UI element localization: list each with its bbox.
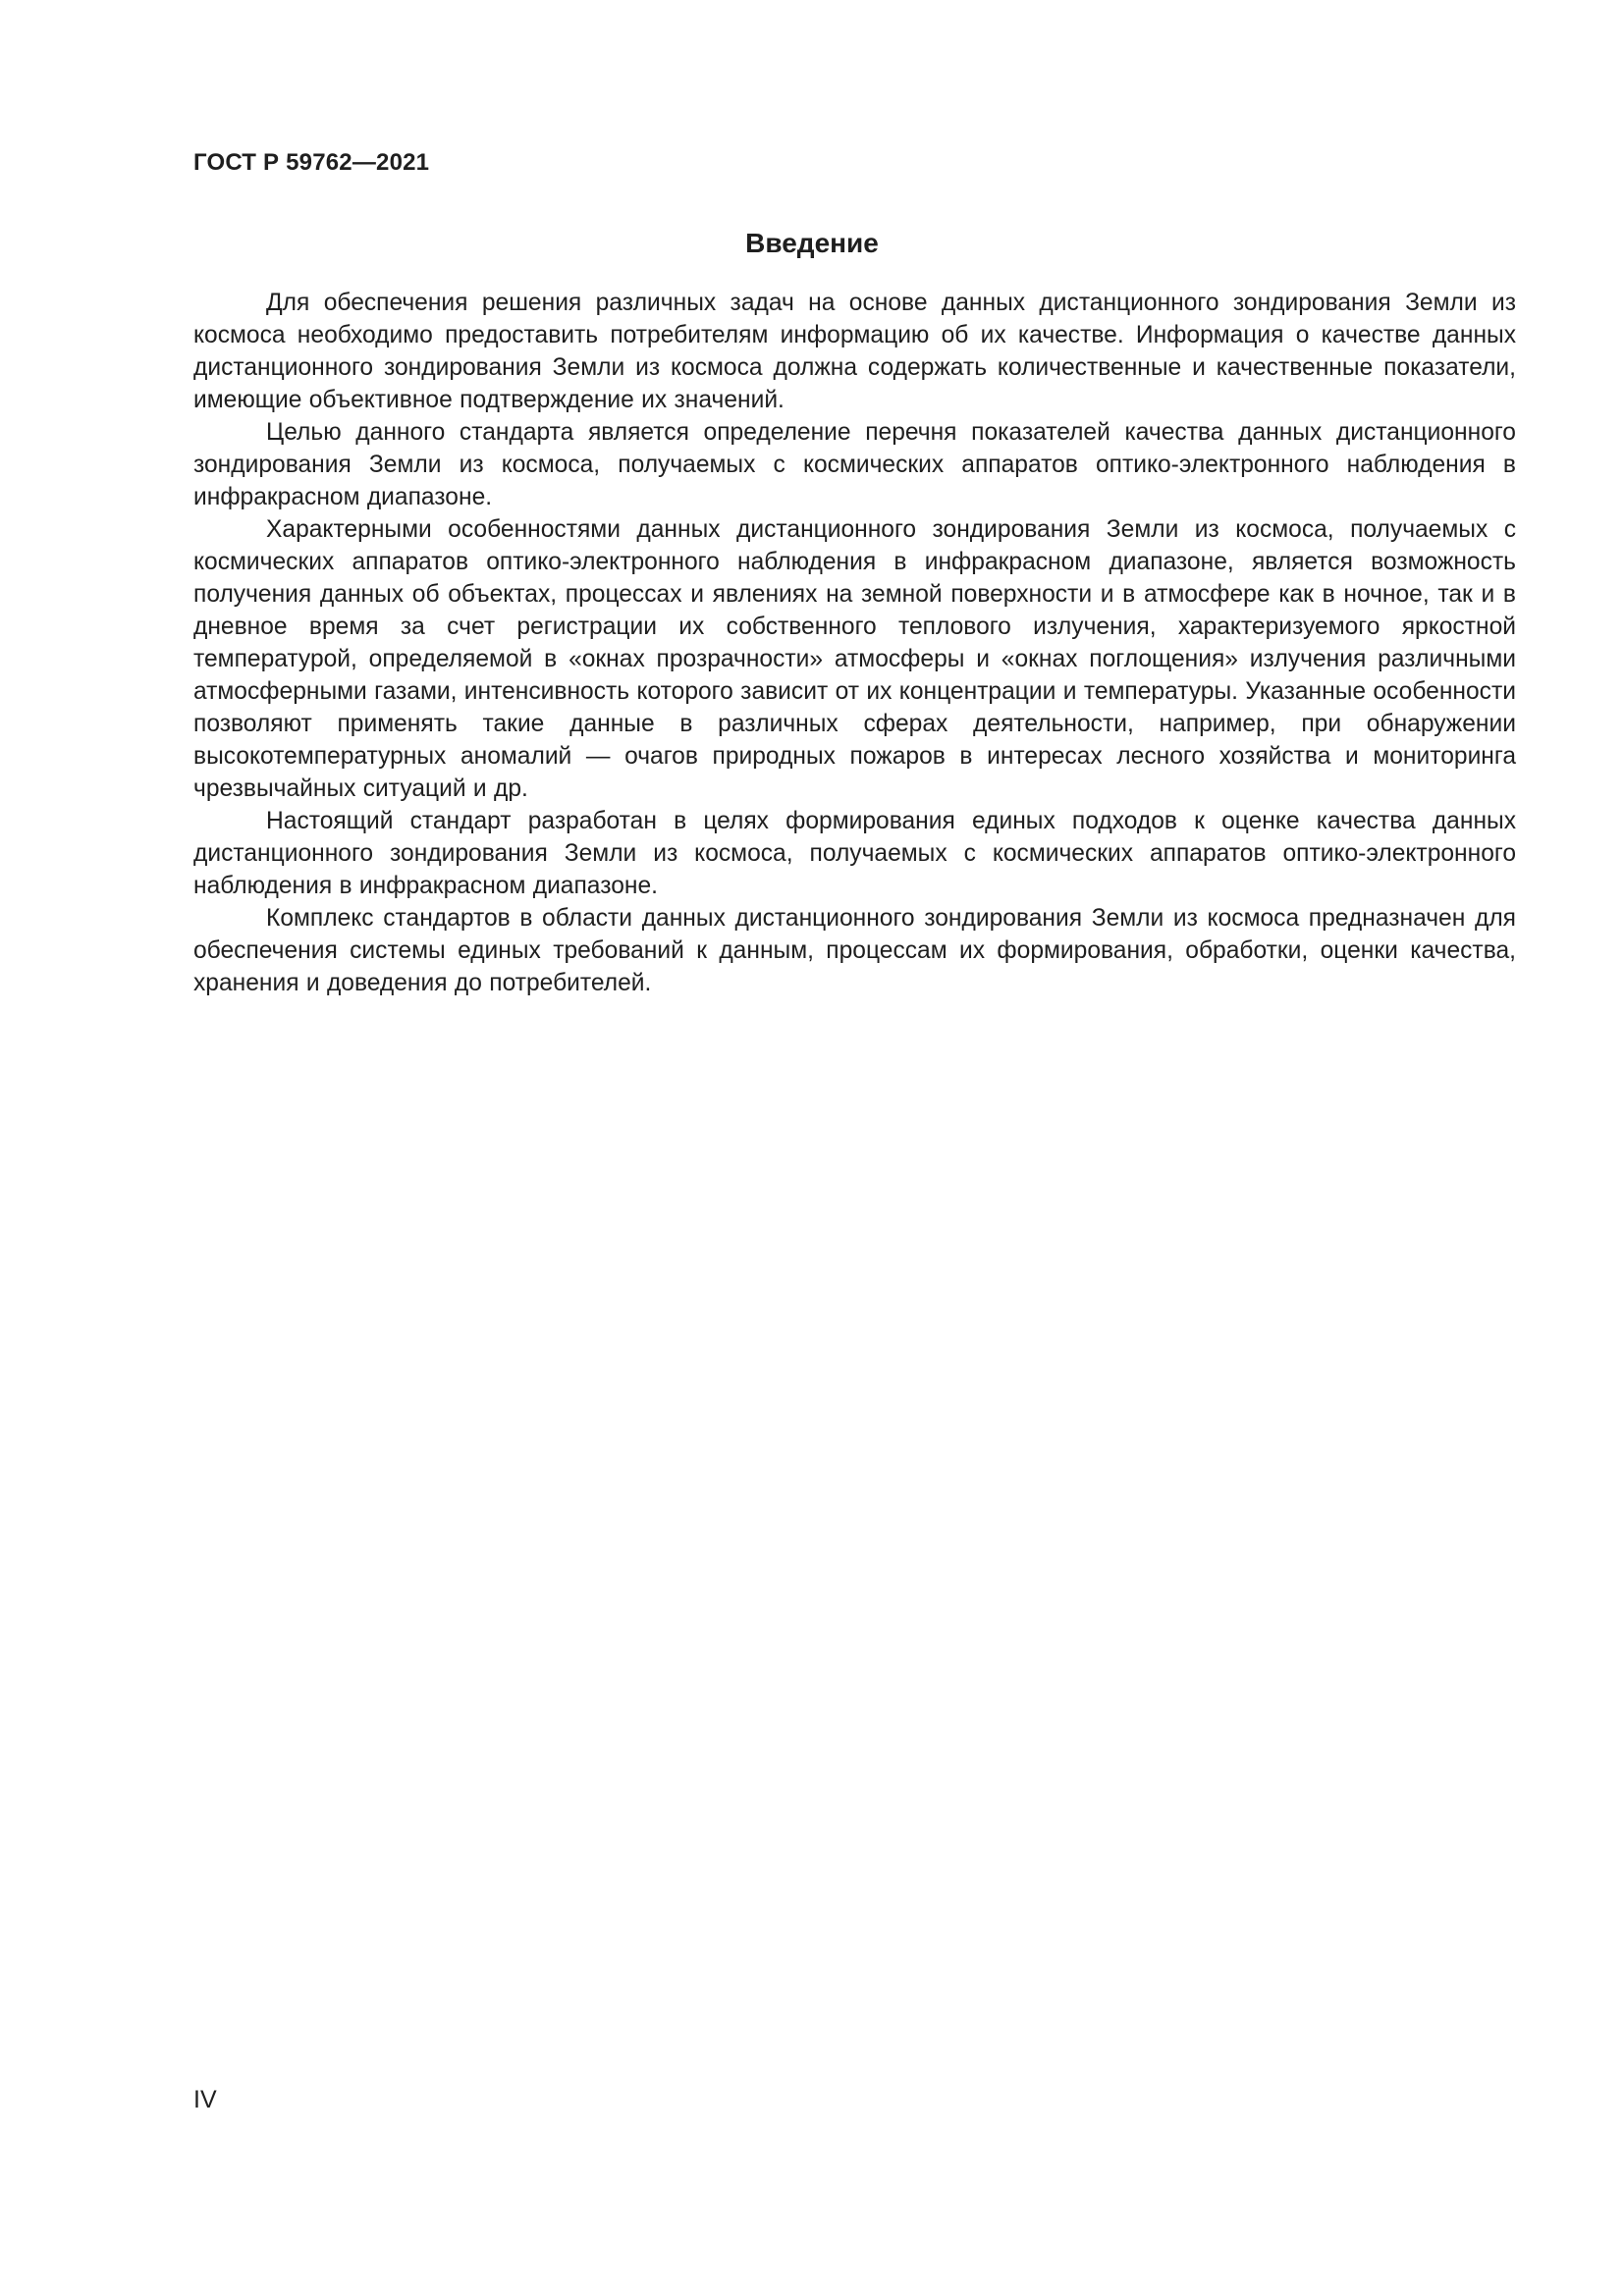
paragraph: Характерными особенностями данных дистанционного зондирования Земли из космоса, получаемых с космических аппаратов оптико-электронного наблюдения в инфракрасном диапазоне, является возможность получения данных об объектах, процессах и явлениях на земной поверхности и в атмосфере как в ночное, так и в дневное время за счет регистрации их собственного теплового излучения, характеризуемого яркостной температурой, определяемой в «окнах прозрачности» атмосферы и «окнах поглощения» излучения различными атмосферными газами, интенсивность которого зависит от их концентрации и температуры. Указанные особенности позволяют применять такие данные в различных сферах деятельности, например, при обнаружении высокотемпературных аномалий — очагов природных пожаров в интересах лесного хозяйства и мониторинга чрезвычайных ситуаций и др.	[193, 516, 1516, 802]
page-number: IV	[193, 2086, 217, 2113]
introduction-body	[193, 287, 1516, 999]
section-title: Введение	[745, 228, 879, 258]
paragraph: Целью данного стандарта является определение перечня показателей качества данных дистанционного зондирования Земли из космоса, получаемых с космических аппаратов оптико-электронного наблюдения в инфракрасном диапазоне.	[193, 419, 1516, 510]
document-code-header: ГОСТ Р 59762—2021	[193, 149, 430, 176]
paragraph: Для обеспечения решения различных задач на основе данных дистанционного зондирования Земли из космоса необходимо предоставить потребителям информацию об их качестве. Информация о качестве данных дистанционного зондирования Земли из космоса должна содержать количественные и качественные показатели, имеющие объективное подтверждение их значений.	[193, 290, 1516, 413]
paragraph: Комплекс стандартов в области данных дистанционного зондирования Земли из космоса предназначен для обеспечения системы единых требований к данным, процессам их формирования, обработки, оценки качества, хранения и доведения до потребителей.	[193, 905, 1516, 996]
paragraph: Настоящий стандарт разработан в целях формирования единых подходов к оценке качества данных дистанционного зондирования Земли из космоса, получаемых с космических аппаратов оптико-электронного наблюдения в инфракрасном диапазоне.	[193, 808, 1516, 899]
